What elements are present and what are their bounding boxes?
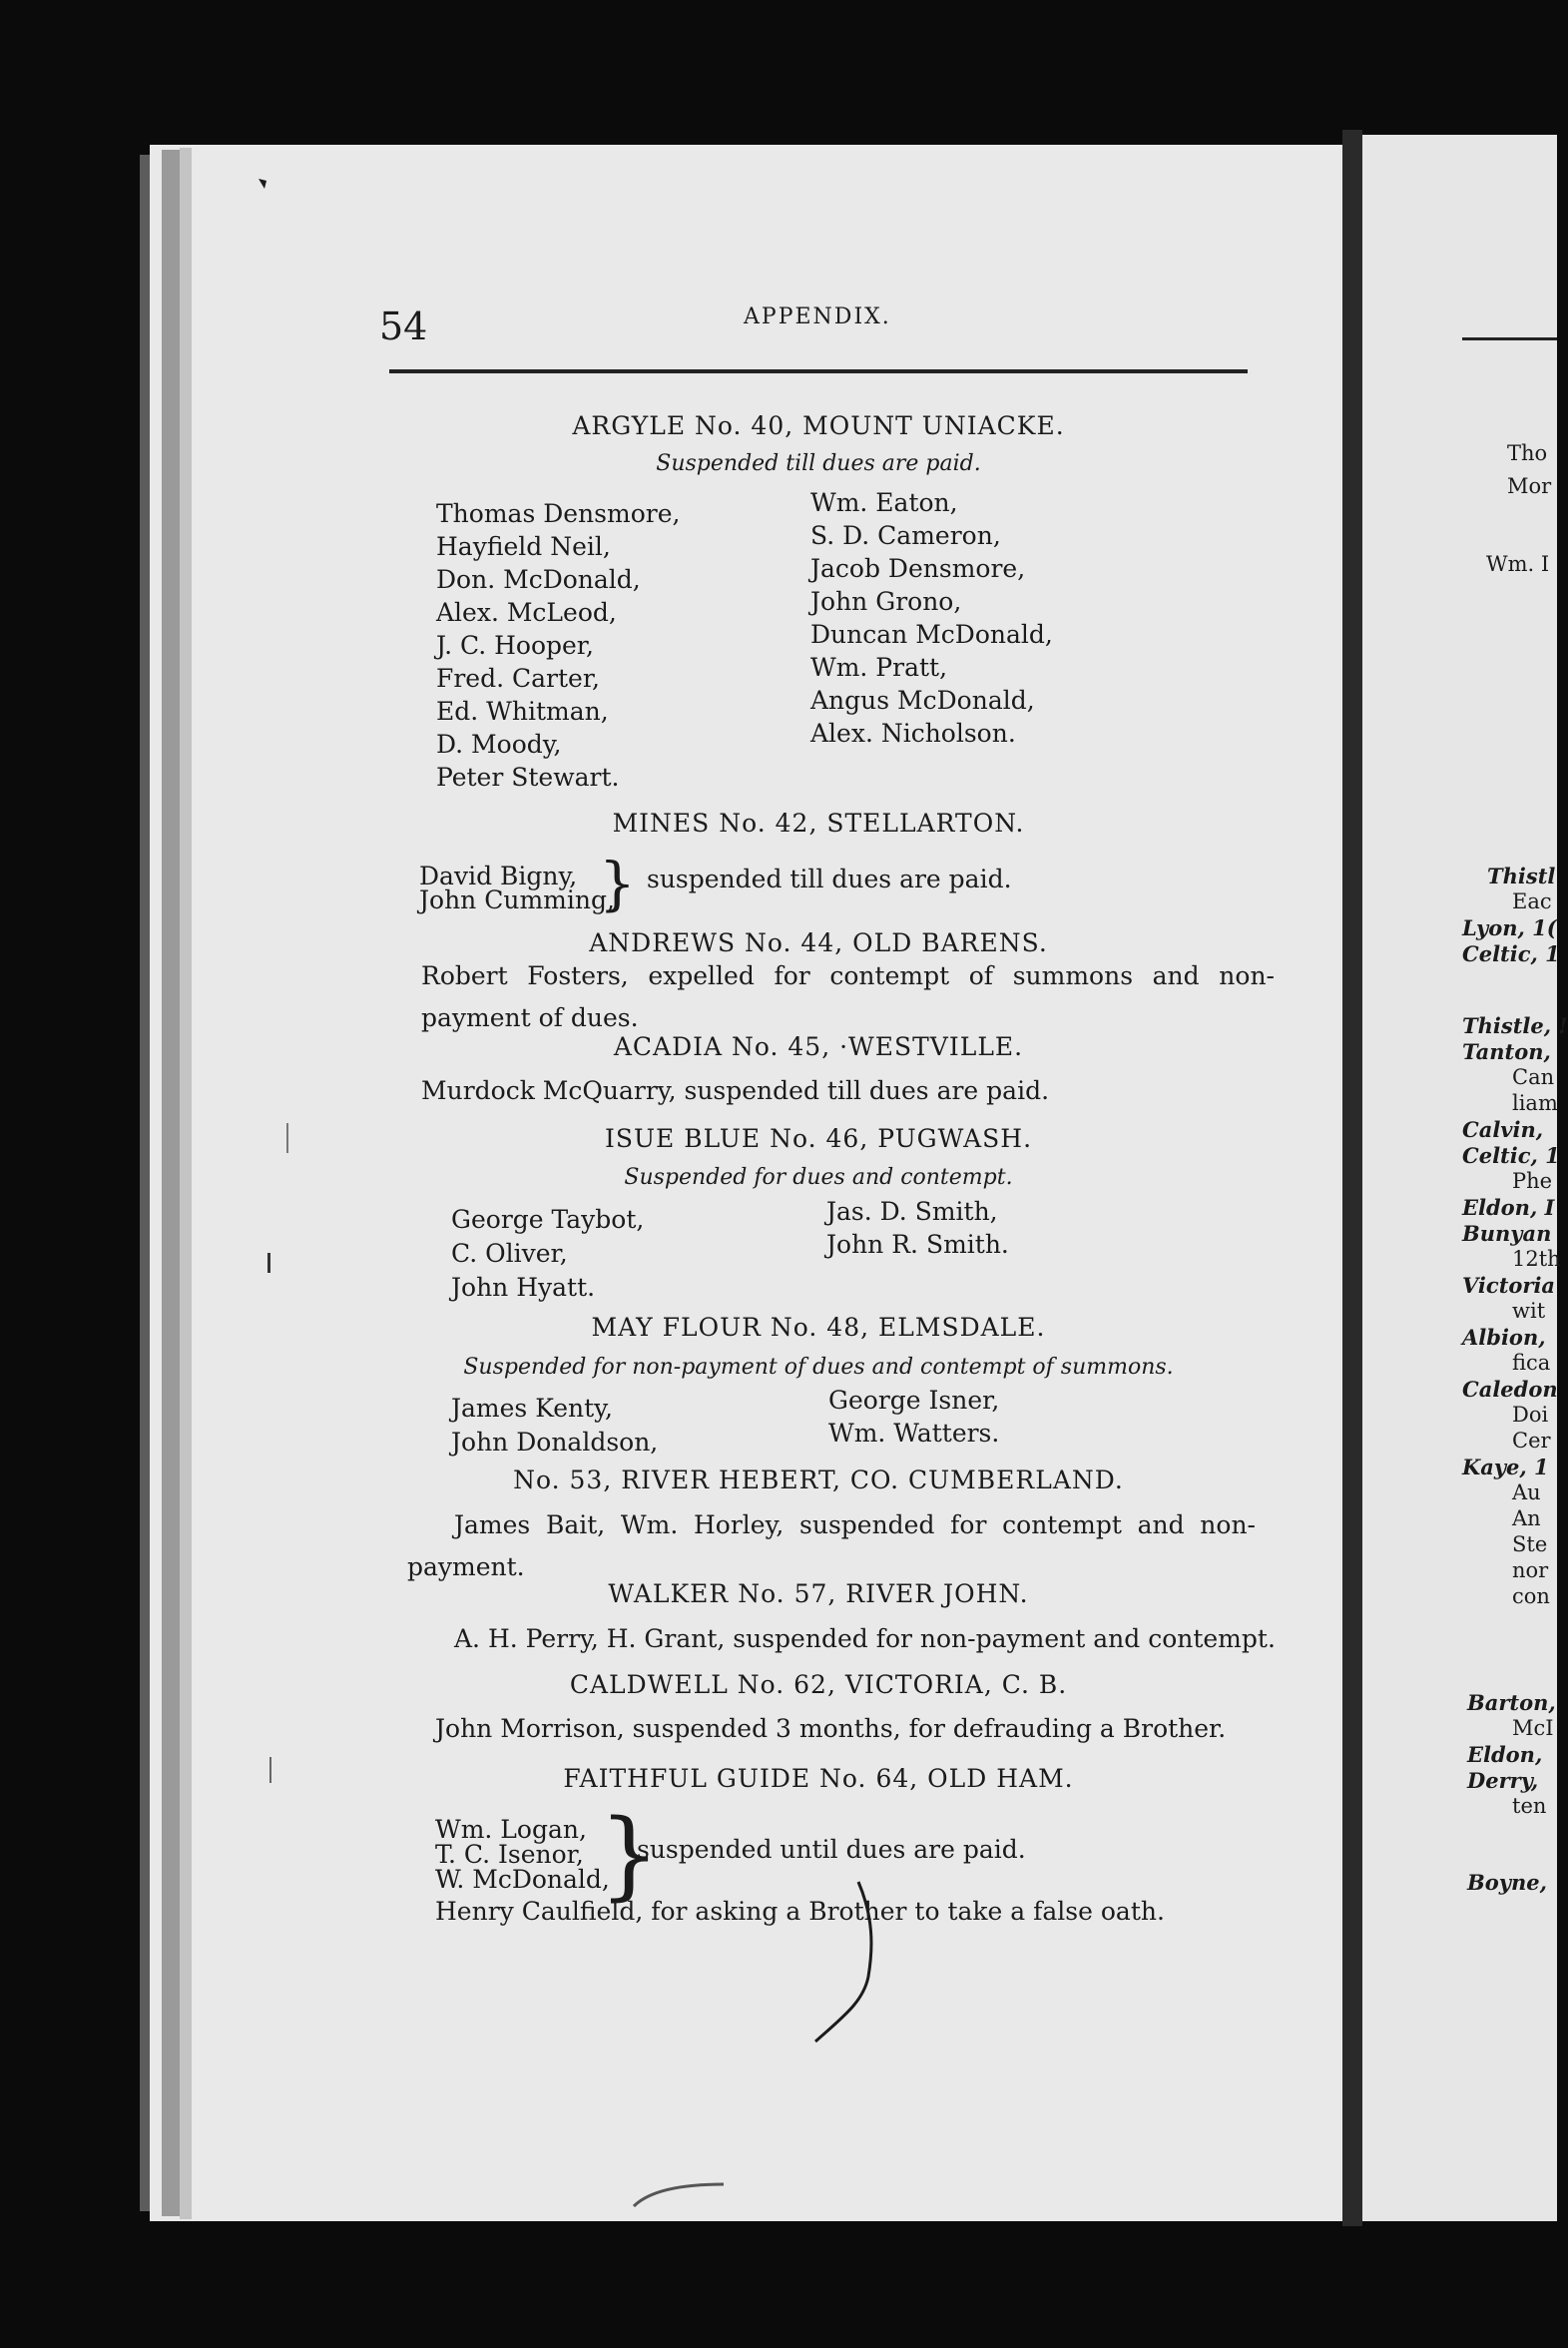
right-page-fragment: liam bbox=[1512, 1091, 1558, 1115]
right-page-fragment: wit bbox=[1512, 1299, 1546, 1323]
entry-text: Henry Caulfield, for asking a Brother to take a false oath. bbox=[435, 1897, 1165, 1926]
member-name: George Isner, bbox=[828, 1386, 1000, 1415]
right-page-fragment: Calvin, bbox=[1462, 1117, 1544, 1142]
member-name: John R. Smith. bbox=[826, 1230, 1009, 1259]
right-page-fragment: Celtic, 1 bbox=[1462, 1143, 1560, 1168]
right-page-fragment: ten bbox=[1512, 1794, 1547, 1818]
member-name: John Hyatt. bbox=[451, 1273, 596, 1302]
right-page-fragment: Boyne, bbox=[1467, 1870, 1547, 1895]
section-note: Suspended for non-payment of dues and contempt of summons. bbox=[463, 1355, 1174, 1380]
section-heading: WALKER No. 57, RIVER JOHN. bbox=[608, 1579, 1029, 1608]
margin-tick bbox=[267, 1253, 270, 1273]
page-number: 54 bbox=[379, 304, 428, 348]
ink-dot-mark bbox=[255, 175, 274, 195]
right-page-fragment: con bbox=[1512, 1584, 1550, 1608]
right-page-rule bbox=[1462, 337, 1557, 340]
section-heading: ISUE BLUE No. 46, PUGWASH. bbox=[604, 1124, 1033, 1153]
entry-text: A. H. Perry, H. Grant, suspended for non-payment and contempt. bbox=[454, 1624, 1276, 1653]
member-name: Alex. Nicholson. bbox=[810, 719, 1016, 748]
right-page-fragment: Derry, bbox=[1467, 1768, 1539, 1793]
right-page-fragment: nor bbox=[1512, 1558, 1549, 1582]
right-page-fragment: Au bbox=[1512, 1480, 1541, 1504]
ink-stroke-mark bbox=[803, 1877, 883, 2047]
member-name: S. D. Cameron, bbox=[810, 521, 1001, 550]
right-page-fragment: Wm. I bbox=[1486, 552, 1550, 576]
right-page-fragment: Barton, bbox=[1467, 1690, 1556, 1715]
section-heading: No. 53, RIVER HEBERT, CO. CUMBERLAND. bbox=[513, 1466, 1124, 1494]
margin-tick bbox=[269, 1757, 271, 1783]
book-binding-strip bbox=[162, 150, 180, 2216]
right-page-fragment: Albion, bbox=[1462, 1325, 1546, 1350]
entry-text: Murdock McQuarry, suspended till dues are paid. bbox=[421, 1076, 1050, 1105]
section-note: suspended until dues are paid. bbox=[637, 1835, 1026, 1864]
member-name: J. C. Hooper, bbox=[436, 631, 594, 660]
right-page-fragment: Tanton, bbox=[1462, 1039, 1551, 1064]
member-name: Duncan McDonald, bbox=[810, 620, 1053, 649]
section-heading: ACADIA No. 45, ·WESTVILLE. bbox=[613, 1032, 1024, 1061]
entry-text: Robert Fosters, expelled for contempt of summons and non-payment of dues. bbox=[421, 961, 1275, 1032]
running-head: APPENDIX. bbox=[744, 304, 891, 329]
right-page-fragment: Cer bbox=[1512, 1429, 1551, 1453]
member-name: John Donaldson, bbox=[451, 1428, 659, 1457]
right-page bbox=[1362, 135, 1568, 2221]
right-page-fragment: 12th bbox=[1512, 1247, 1561, 1271]
right-page-fragment: Thistle, ! bbox=[1462, 1013, 1568, 1038]
right-page-fragment: Mor bbox=[1507, 474, 1552, 498]
ink-stroke-mark bbox=[629, 2176, 729, 2216]
right-page-fragment: Phe bbox=[1512, 1169, 1553, 1193]
right-page-fragment: fica bbox=[1512, 1351, 1551, 1375]
right-page-fragment: Lyon, 1( bbox=[1462, 915, 1557, 940]
member-name: Wm. Logan, bbox=[435, 1815, 587, 1844]
member-name: Hayfield Neil, bbox=[436, 532, 611, 561]
right-page-fragment: Doi bbox=[1512, 1403, 1549, 1427]
member-name: George Taybot, bbox=[451, 1205, 645, 1234]
member-name: John Grono, bbox=[810, 587, 962, 616]
member-name: W. McDonald, bbox=[435, 1865, 610, 1894]
section-note: Suspended for dues and contempt. bbox=[624, 1165, 1013, 1190]
brace-glyph: } bbox=[599, 850, 636, 917]
entry-text: John Morrison, suspended 3 months, for defrauding a Brother. bbox=[435, 1714, 1227, 1743]
section-note: suspended till dues are paid. bbox=[647, 865, 1012, 893]
member-name: Peter Stewart. bbox=[436, 763, 620, 792]
member-name: T. C. Isenor, bbox=[435, 1840, 584, 1869]
section-note: Suspended till dues are paid. bbox=[656, 451, 981, 476]
right-page-fragment: Celtic, 1 bbox=[1462, 941, 1560, 966]
entry-text: James Bait, Wm. Horley, suspended for contempt and non-payment. bbox=[407, 1510, 1256, 1581]
section-heading: MAY FLOUR No. 48, ELMSDALE. bbox=[591, 1313, 1046, 1342]
right-page-fragment: McI bbox=[1512, 1716, 1554, 1740]
member-name: Thomas Densmore, bbox=[436, 499, 681, 528]
section-heading: CALDWELL No. 62, VICTORIA, C. B. bbox=[569, 1670, 1068, 1699]
section-heading: FAITHFUL GUIDE No. 64, OLD HAM. bbox=[563, 1764, 1074, 1793]
member-name: Ed. Whitman, bbox=[436, 697, 609, 726]
section-heading: ARGYLE No. 40, MOUNT UNIACKE. bbox=[572, 411, 1065, 440]
right-page-fragment: An bbox=[1512, 1506, 1541, 1530]
right-page-fragment: Tho bbox=[1507, 441, 1548, 465]
member-name: Wm. Watters. bbox=[828, 1419, 1000, 1448]
member-name: Wm. Pratt, bbox=[810, 653, 948, 682]
member-name: Wm. Eaton, bbox=[810, 488, 958, 517]
right-page-fragment: Kaye, 1 bbox=[1462, 1455, 1549, 1479]
member-name: Jas. D. Smith, bbox=[826, 1197, 998, 1226]
member-name: D. Moody, bbox=[436, 730, 562, 759]
margin-tick bbox=[286, 1123, 288, 1153]
book-gutter bbox=[1342, 130, 1362, 2226]
right-page-fragment: Victoria bbox=[1462, 1273, 1556, 1298]
brace-glyph: } bbox=[599, 1799, 661, 1911]
member-name: Alex. McLeod, bbox=[436, 598, 617, 627]
right-page-fragment: Eldon, I bbox=[1462, 1195, 1555, 1220]
book-binding-strip bbox=[180, 148, 192, 2219]
member-name: Angus McDonald, bbox=[810, 686, 1035, 715]
member-name: Jacob Densmore, bbox=[810, 554, 1026, 583]
right-page-fragment: Bunyan bbox=[1462, 1221, 1552, 1246]
member-name: James Kenty, bbox=[451, 1394, 613, 1423]
right-page-fragment: Thistl bbox=[1487, 864, 1556, 888]
header-rule bbox=[389, 369, 1248, 373]
member-name: C. Oliver, bbox=[451, 1239, 568, 1268]
member-name: David Bigny, bbox=[419, 862, 578, 890]
member-name: Fred. Carter, bbox=[436, 664, 600, 693]
right-page-fragment: Can bbox=[1512, 1065, 1555, 1089]
member-name: Don. McDonald, bbox=[436, 565, 641, 594]
member-name: John Cumming, bbox=[419, 885, 615, 914]
right-page-fragment: Caledon bbox=[1462, 1377, 1558, 1402]
right-page-fragment: Eldon, bbox=[1467, 1742, 1543, 1767]
right-page-fragment: Eac bbox=[1512, 889, 1552, 913]
section-heading: MINES No. 42, STELLARTON. bbox=[612, 809, 1025, 838]
section-heading: ANDREWS No. 44, OLD BARENS. bbox=[589, 928, 1048, 957]
right-page-fragment: Ste bbox=[1512, 1532, 1548, 1556]
